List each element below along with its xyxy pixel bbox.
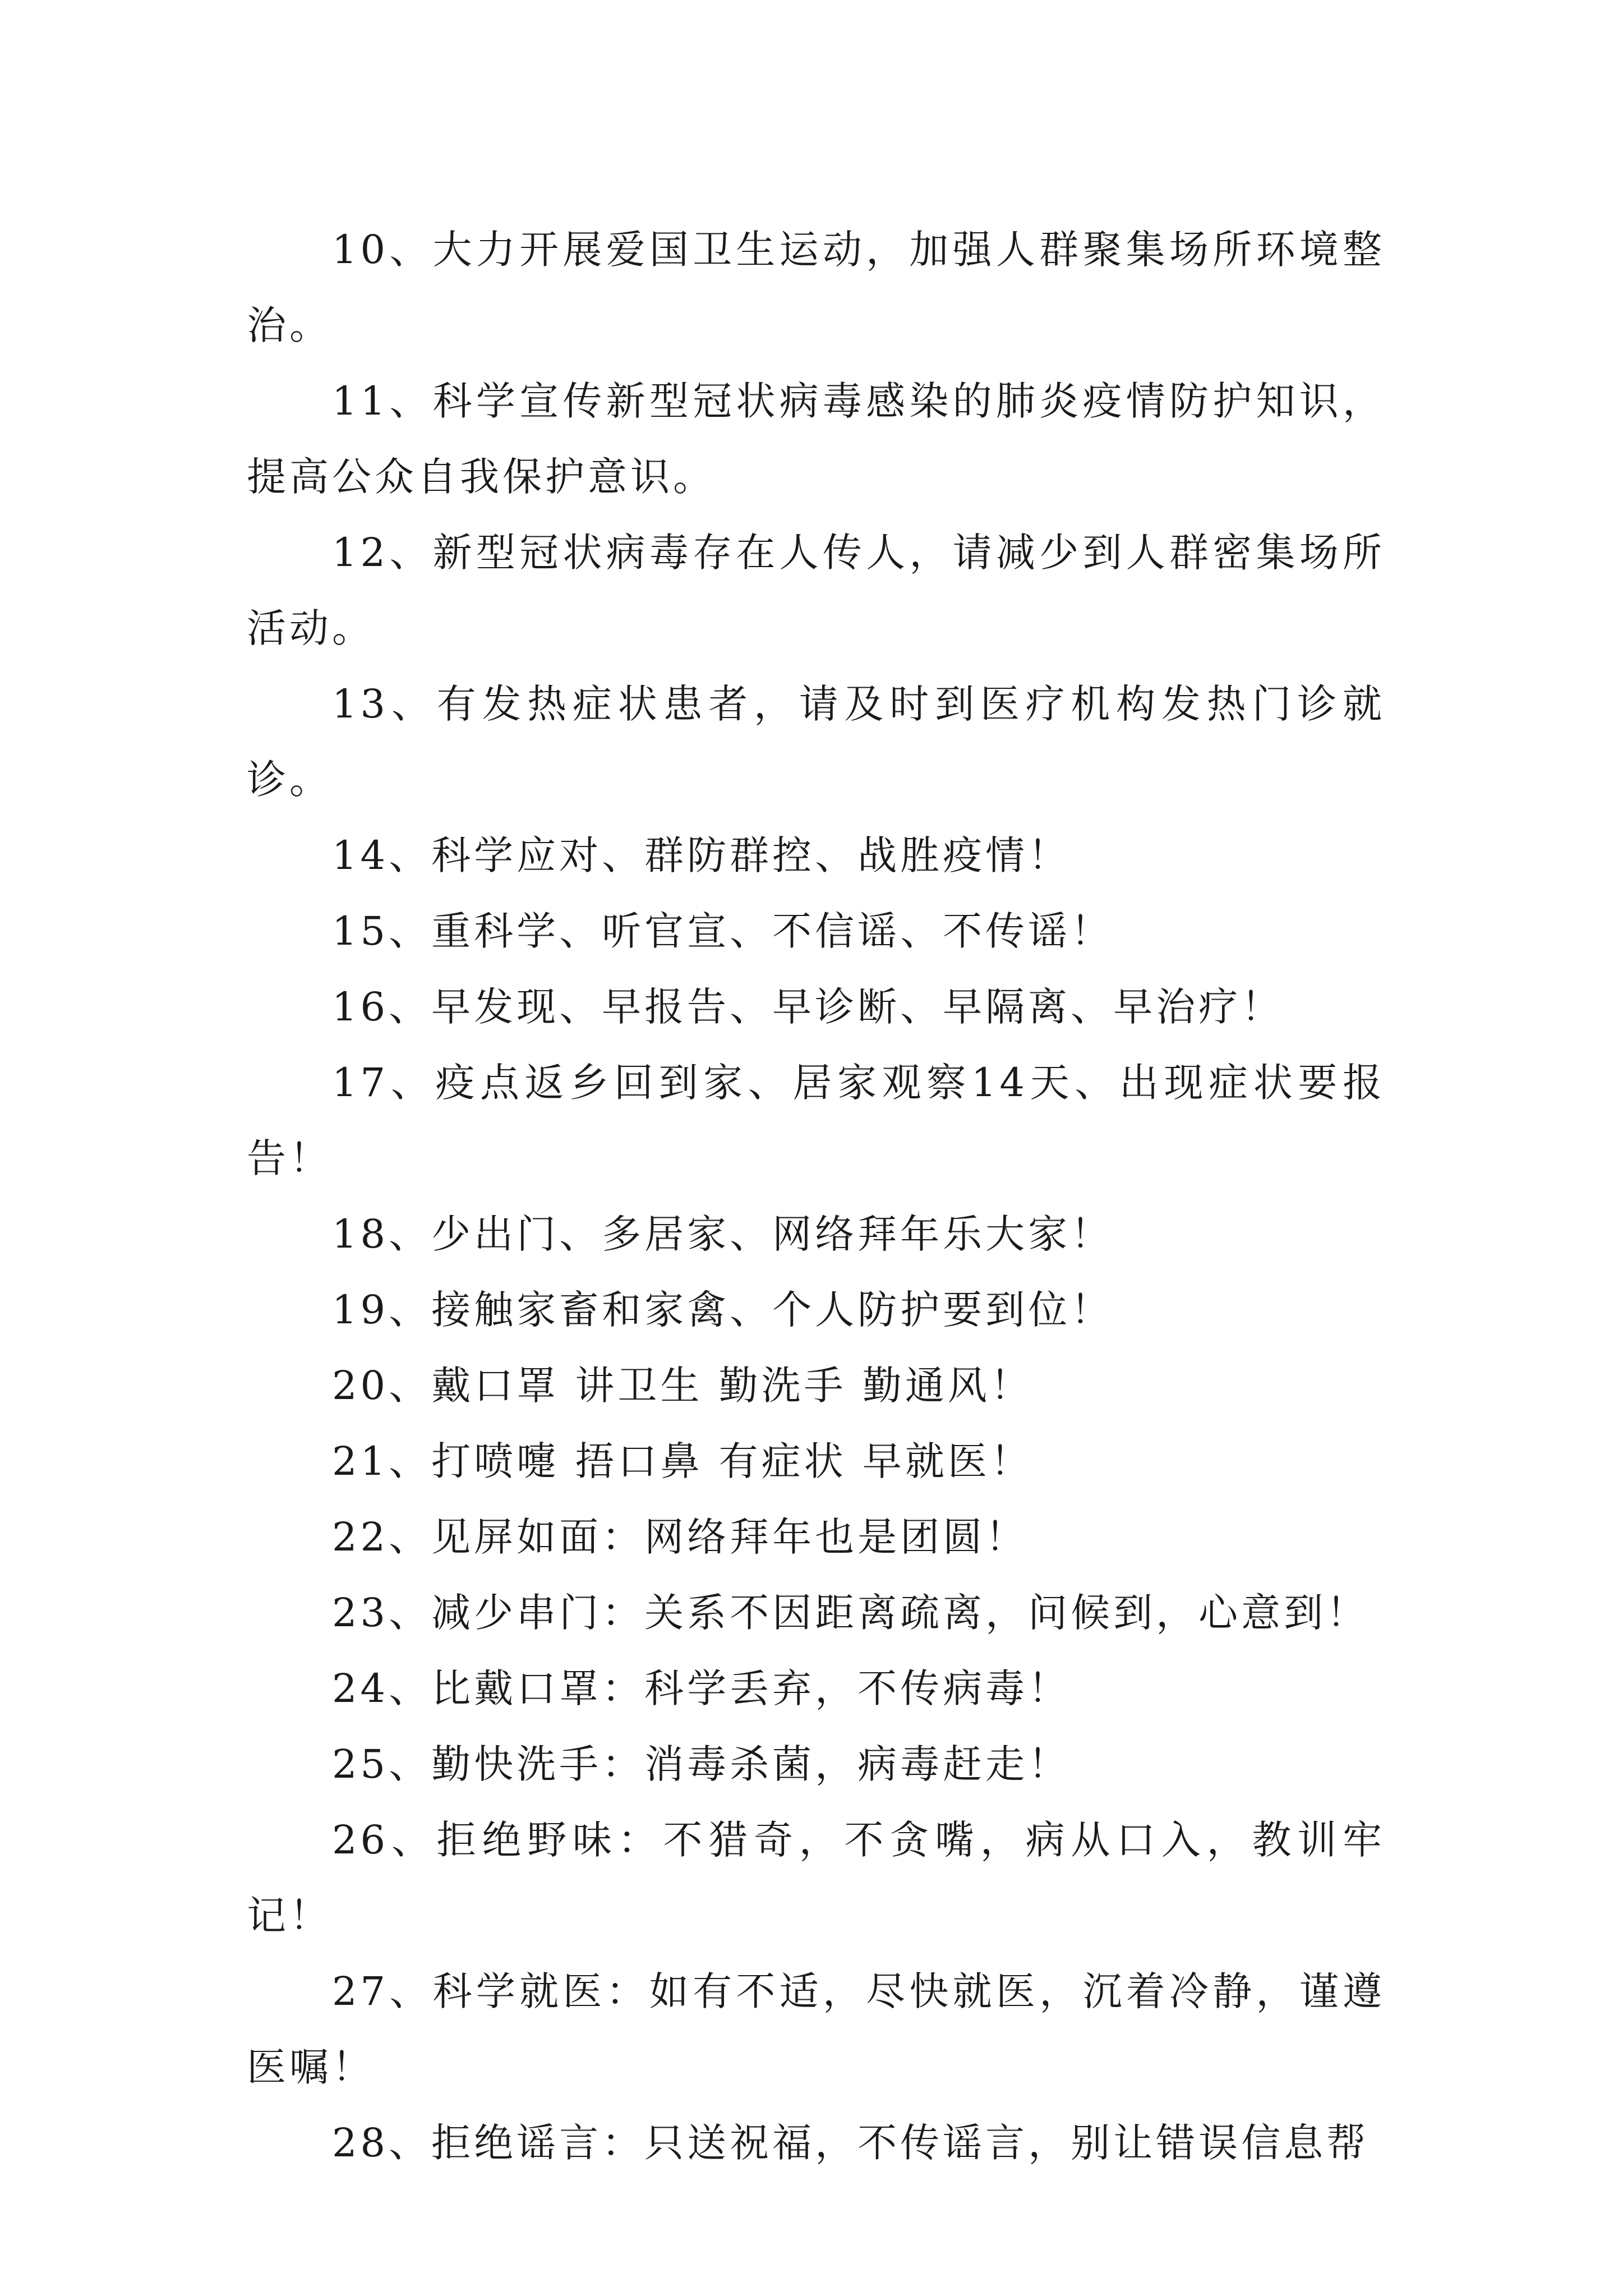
- list-item: 10、大力开展爱国卫生运动，加强人群聚集场所环境整治。: [247, 227, 1385, 348]
- list-item: 14、科学应对、群防群控、战胜疫情！: [332, 832, 1071, 878]
- document-body: [247, 212, 1385, 2181]
- list-item: 15、重科学、听官宣、不信谣、不传谣！: [332, 908, 1114, 954]
- list-item: 16、早发现、早报告、早诊断、早隔离、早治疗！: [332, 984, 1284, 1030]
- list-item: 20、戴口罩 讲卫生 勤洗手 勤通风！: [332, 1363, 1033, 1409]
- list-item: 22、见屏如面：网络拜年也是团圆！: [332, 1514, 1029, 1560]
- list-item: 13、有发热症状患者，请及时到医疗机构发热门诊就诊。: [247, 681, 1385, 803]
- list-item: 27、科学就医：如有不适，尽快就医，沉着冷静，谨遵医嘱！: [247, 1968, 1385, 2090]
- list-item: 24、比戴口罩：科学丢弃，不传病毒！: [332, 1665, 1071, 1711]
- list-item: 17、疫点返乡回到家、居家观察14天、出现症状要报告！: [247, 1060, 1385, 1181]
- list-item: 26、拒绝野味：不猎奇，不贪嘴，病从口入，教训牢记！: [247, 1817, 1385, 1939]
- list-item: 28、拒绝谣言：只送祝福，不传谣言，别让错误信息帮: [332, 2120, 1370, 2166]
- list-item: 23、减少串门：关系不因距离疏离，问候到，心意到！: [332, 1590, 1370, 1636]
- list-item: 12、新型冠状病毒存在人传人，请减少到人群密集场所活动。: [247, 530, 1385, 651]
- list-item: 19、接触家畜和家禽、个人防护要到位！: [332, 1287, 1114, 1333]
- list-item: 11、科学宣传新型冠状病毒感染的肺炎疫情防护知识，提高公众自我保护意识。: [247, 378, 1385, 500]
- list-item: 21、打喷嚏 捂口鼻 有症状 早就医！: [332, 1438, 1033, 1484]
- list-item: 25、勤快洗手：消毒杀菌，病毒赶走！: [332, 1741, 1071, 1787]
- list-item: 18、少出门、多居家、网络拜年乐大家！: [332, 1211, 1114, 1257]
